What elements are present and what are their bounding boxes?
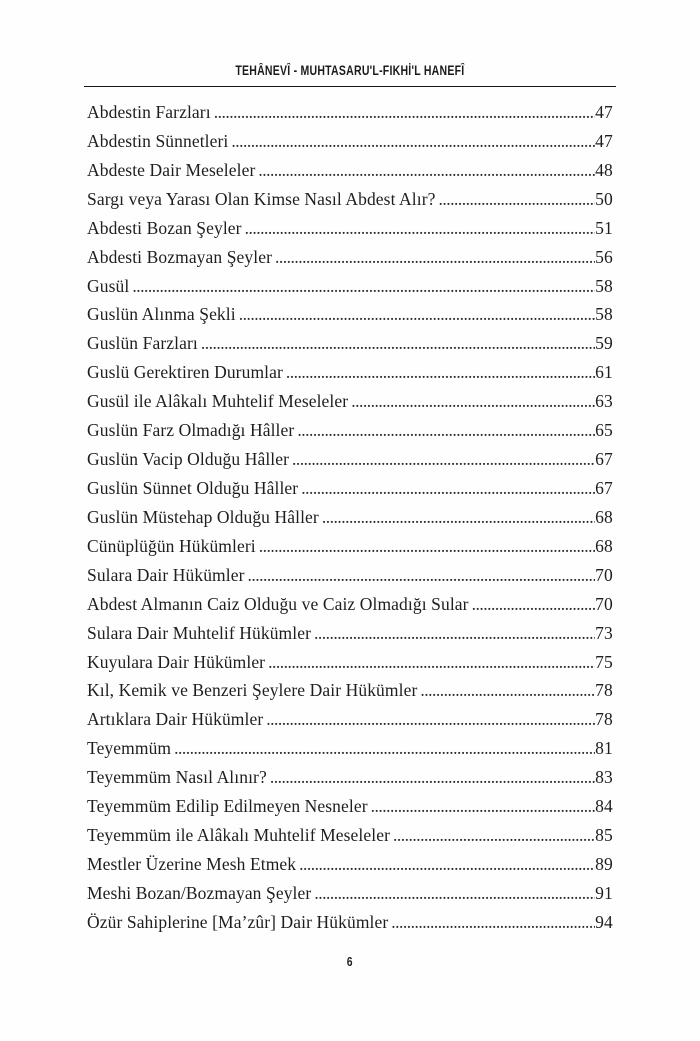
toc-entry-title: Gusül ile Alâkalı Muhtelif Meseleler xyxy=(87,391,349,412)
toc-entry-title: Sargı veya Yarası Olan Kimse Nasıl Abdest Alır? xyxy=(87,188,436,209)
toc-leader-dots xyxy=(311,623,595,644)
page-header xyxy=(0,62,700,80)
toc-leader-dots xyxy=(348,391,595,412)
toc-leader-dots xyxy=(298,478,595,499)
toc-entry xyxy=(87,449,613,478)
toc-entry-title: Teyemmüm Edilip Edilmeyen Nesneler xyxy=(87,796,368,817)
toc-entry xyxy=(87,362,613,391)
toc-entry-title: Guslün Vacip Olduğu Hâller xyxy=(87,449,290,470)
toc-entry-title: Abdesti Bozmayan Şeyler xyxy=(87,246,273,267)
toc-leader-dots xyxy=(265,652,595,673)
toc-leader-dots xyxy=(283,362,595,383)
toc-entry-page: 58 xyxy=(595,304,613,325)
toc-entry-title: Guslün Müstehap Olduğu Hâller xyxy=(87,506,319,527)
toc-entry xyxy=(87,247,613,276)
toc-entry-title: Mestler Üzerine Mesh Etmek xyxy=(87,853,297,874)
toc-entry xyxy=(87,333,613,362)
toc-entry-title: Cünüplüğün Hükümleri xyxy=(87,535,256,556)
toc-entry-title: Abdestin Sünnetleri xyxy=(87,130,229,151)
toc-entry-title: Teyemmüm Nasıl Alınır? xyxy=(87,767,267,788)
toc-leader-dots xyxy=(469,594,596,615)
toc-entry xyxy=(87,738,613,767)
toc-entry xyxy=(87,391,613,420)
page-footer xyxy=(0,953,700,971)
toc-entry-page: 68 xyxy=(595,506,613,527)
toc-leader-dots xyxy=(272,247,595,268)
toc-entry-page: 81 xyxy=(595,738,613,759)
toc-entry xyxy=(87,825,613,854)
toc-leader-dots xyxy=(242,218,595,239)
toc-entry-page: 84 xyxy=(595,796,613,817)
toc-entry xyxy=(87,565,613,594)
toc-entry-page: 68 xyxy=(595,535,613,556)
toc-entry xyxy=(87,478,613,507)
toc-entry-page: 94 xyxy=(595,911,613,932)
toc-entry-page: 89 xyxy=(595,853,613,874)
toc-entry xyxy=(87,912,613,941)
toc-entry-page: 58 xyxy=(595,275,613,296)
toc-entry xyxy=(87,796,613,825)
toc-entry xyxy=(87,160,613,189)
toc-entry xyxy=(87,102,613,131)
toc-entry-title: Kuyulara Dair Hükümler xyxy=(87,651,266,672)
toc-entry xyxy=(87,131,613,160)
toc-entry-title: Teyemmüm xyxy=(87,738,172,759)
toc-entry-page: 70 xyxy=(595,593,613,614)
toc-entry-title: Özür Sahiplerine [Ma’zûr] Dair Hükümler xyxy=(87,911,389,932)
toc-entry-title: Abdesti Bozan Şeyler xyxy=(87,217,242,238)
toc-entry xyxy=(87,189,613,218)
toc-leader-dots xyxy=(390,825,595,846)
toc-entry-page: 47 xyxy=(595,130,613,151)
toc-leader-dots xyxy=(245,565,596,586)
toc-entry xyxy=(87,767,613,796)
toc-leader-dots xyxy=(228,131,595,152)
toc-entry xyxy=(87,304,613,333)
toc-entry xyxy=(87,709,613,738)
toc-leader-dots xyxy=(388,912,595,933)
toc-entry xyxy=(87,623,613,652)
toc-entry-page: 56 xyxy=(595,246,613,267)
toc-entry-title: Gusül xyxy=(87,275,130,296)
toc-leader-dots xyxy=(263,709,595,730)
toc-entry-page: 78 xyxy=(595,680,613,701)
toc-entry xyxy=(87,680,613,709)
toc-entry-title: Sulara Dair Muhtelif Hükümler xyxy=(87,622,312,643)
toc-leader-dots xyxy=(171,738,595,759)
toc-leader-dots xyxy=(255,160,595,181)
toc-entry-page: 50 xyxy=(595,188,613,209)
toc-leader-dots xyxy=(417,680,595,701)
toc-entry xyxy=(87,507,613,536)
toc-leader-dots xyxy=(211,102,595,123)
toc-entry-page: 61 xyxy=(595,362,613,383)
toc-entry-title: Guslün Sünnet Olduğu Hâller xyxy=(87,477,299,498)
toc-entry xyxy=(87,420,613,449)
toc-entry-page: 91 xyxy=(595,882,613,903)
toc-leader-dots xyxy=(129,276,595,297)
toc-entry xyxy=(87,536,613,565)
toc-leader-dots xyxy=(368,796,595,817)
header-title: TEHÂNEVÎ - MUHTASARU'L-FIKHİ'L HANEFÎ xyxy=(235,63,465,78)
toc-entry xyxy=(87,218,613,247)
toc-leader-dots xyxy=(289,449,595,470)
toc-entry-title: Teyemmüm ile Alâkalı Muhtelif Meseleler xyxy=(87,825,391,846)
toc-entry-title: Abdestin Farzları xyxy=(87,102,211,122)
toc-entry-title: Guslün Alınma Şekli xyxy=(87,304,236,325)
toc-entry-page: 51 xyxy=(595,217,613,238)
toc-leader-dots xyxy=(236,304,595,325)
toc-entry-page: 59 xyxy=(595,333,613,354)
toc-leader-dots xyxy=(296,854,595,875)
toc-leader-dots xyxy=(311,883,595,904)
toc-entry xyxy=(87,854,613,883)
toc-leader-dots xyxy=(267,767,595,788)
toc-entry-page: 67 xyxy=(595,449,613,470)
toc-entry-title: Sulara Dair Hükümler xyxy=(87,564,245,585)
toc-entry-page: 78 xyxy=(595,709,613,730)
toc-entry-title: Kıl, Kemik ve Benzeri Şeylere Dair Hükümler xyxy=(87,680,418,701)
toc-entry-page: 63 xyxy=(595,391,613,412)
toc-entry-title: Guslün Farzları xyxy=(87,333,198,354)
toc-leader-dots xyxy=(319,507,595,528)
toc-list xyxy=(87,102,613,941)
toc-entry-title: Abdest Almanın Caiz Olduğu ve Caiz Olmadığı Sular xyxy=(87,593,469,614)
toc-entry-title: Guslün Farz Olmadığı Hâller xyxy=(87,420,295,441)
toc-entry-page: 70 xyxy=(595,564,613,585)
toc-entry-page: 85 xyxy=(595,825,613,846)
toc-leader-dots xyxy=(256,536,595,557)
toc-entry-page: 67 xyxy=(595,477,613,498)
toc-entry xyxy=(87,276,613,305)
toc-entry xyxy=(87,594,613,623)
toc-leader-dots xyxy=(198,333,595,354)
header-rule xyxy=(84,86,616,87)
toc-entry xyxy=(87,883,613,912)
toc-entry-title: Artıklara Dair Hükümler xyxy=(87,709,264,730)
toc-entry-page: 83 xyxy=(595,767,613,788)
page-number: 6 xyxy=(347,954,353,969)
toc-entry-title: Guslü Gerektiren Durumlar xyxy=(87,362,283,383)
toc-entry-title: Meshi Bozan/Bozmayan Şeyler xyxy=(87,882,312,903)
toc-entry xyxy=(87,652,613,681)
toc-entry-page: 48 xyxy=(595,159,613,180)
toc-entry-page: 75 xyxy=(595,651,613,672)
toc-leader-dots xyxy=(294,420,595,441)
toc-leader-dots xyxy=(436,189,596,210)
toc-entry-page: 73 xyxy=(595,622,613,643)
toc-entry-page: 47 xyxy=(595,102,613,122)
toc-entry-page: 65 xyxy=(595,420,613,441)
toc-entry-title: Abdeste Dair Meseleler xyxy=(87,159,256,180)
